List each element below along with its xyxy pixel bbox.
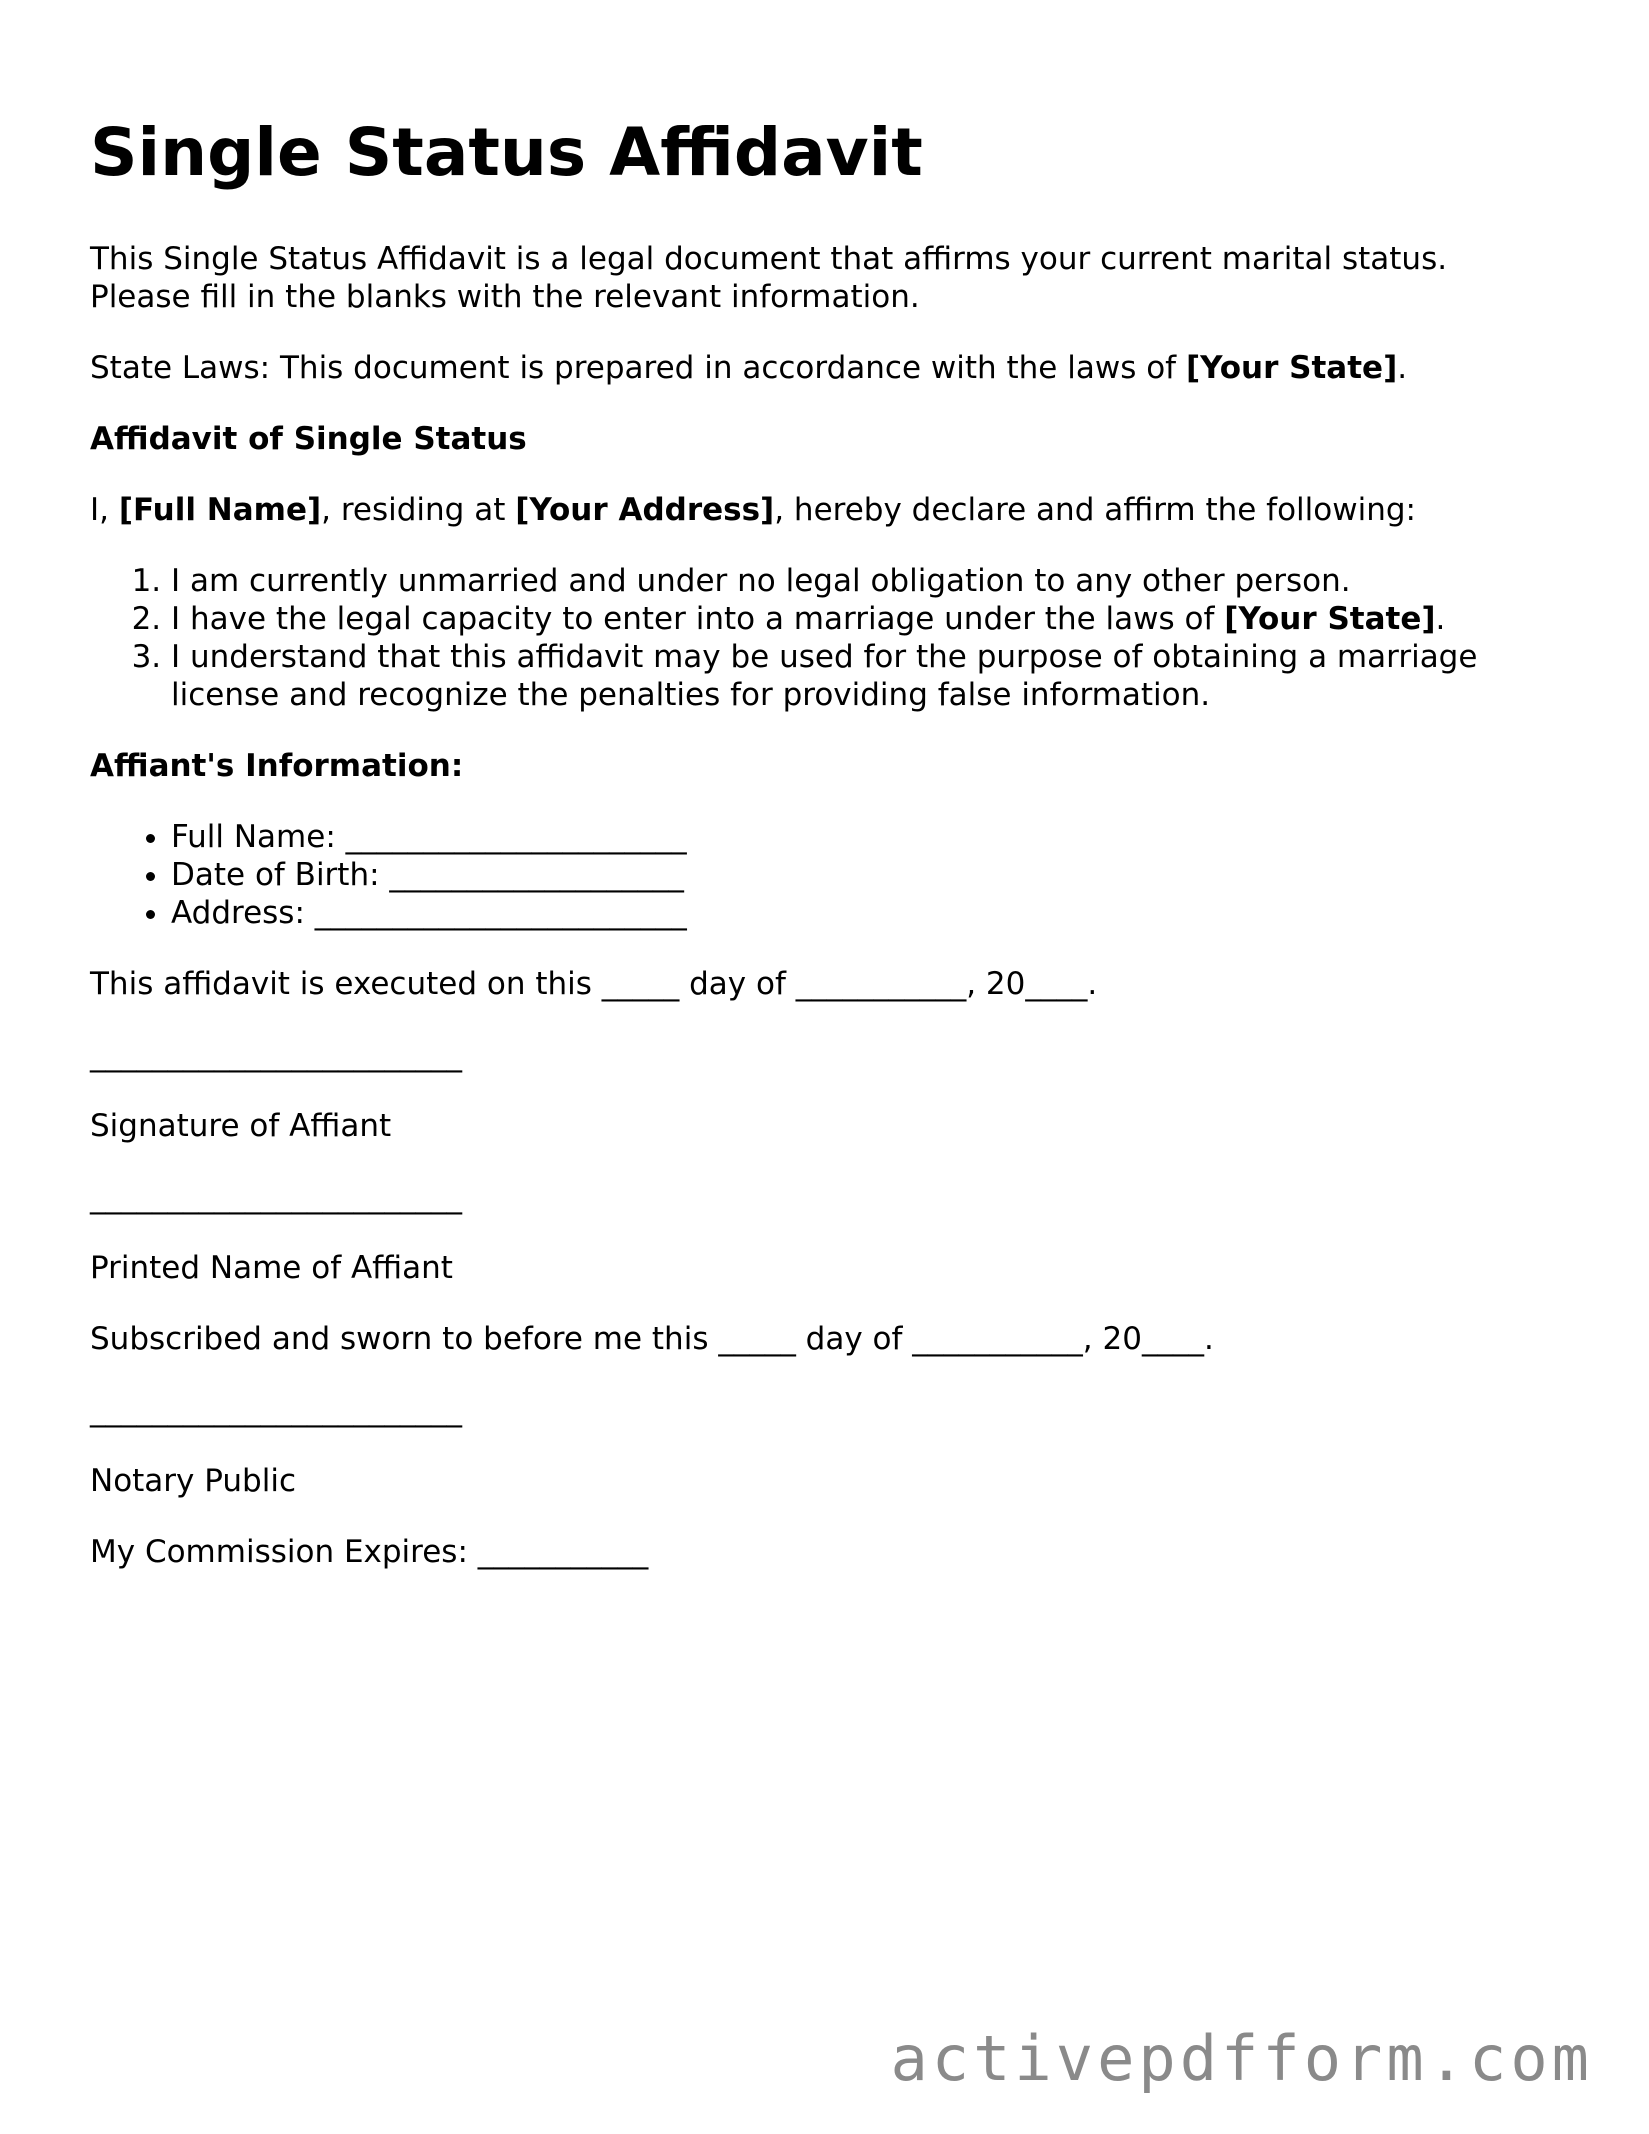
- affiant-fields-list: [90, 818, 1550, 932]
- watermark-logo: activepdfform.com: [890, 2022, 1593, 2095]
- signature-line[interactable]: ________________________: [90, 1037, 462, 1073]
- printed-name-line[interactable]: ________________________: [90, 1179, 462, 1215]
- declaration-part-1: I,: [90, 492, 119, 528]
- document-title: Single Status Affidavit: [90, 114, 923, 191]
- commission-expires-line[interactable]: My Commission Expires: ___________: [90, 1534, 649, 1570]
- statement-item: 1. I am currently unmarried and under no legal obligation to any other person.: [171, 562, 1550, 600]
- affiant-dob-field[interactable]: • Date of Birth: ___________________: [171, 856, 1550, 894]
- state-laws-suffix: .: [1397, 350, 1408, 386]
- statement-2-state: [Your State]: [1224, 601, 1436, 637]
- state-placeholder: [Your State]: [1185, 350, 1398, 386]
- statement-item: 3. I understand that this affidavit may be used for the purpose of obtaining a marriage license and recognize the penalties for providing false information.: [171, 638, 1550, 714]
- affiant-address-field[interactable]: • Address: ________________________: [171, 894, 1550, 932]
- state-laws-paragraph: [90, 349, 1550, 387]
- printed-name-label: Printed Name of Affiant: [90, 1250, 453, 1286]
- statement-2-suffix: .: [1435, 601, 1446, 637]
- document-page: [90, 108, 1550, 1604]
- affiant-full-name-field[interactable]: • Full Name: ______________________: [171, 818, 1550, 856]
- executed-date-line[interactable]: This affidavit is executed on this _____ day of ___________, 20____.: [90, 966, 1098, 1002]
- statement-item: [171, 600, 1550, 638]
- state-laws-prefix: State Laws: This document is prepared in accordance with the laws of: [90, 350, 1186, 386]
- statements-list: [90, 562, 1550, 714]
- declaration-part-3: , hereby declare and affirm the following:: [774, 492, 1416, 528]
- statement-2-prefix: I have the legal capacity to enter into a marriage under the laws of: [171, 601, 1225, 637]
- declaration-part-2: , residing at: [321, 492, 516, 528]
- affidavit-heading: Affidavit of Single Status: [90, 421, 527, 457]
- declaration-paragraph: [90, 491, 1550, 529]
- full-name-placeholder: [Full Name]: [118, 492, 322, 528]
- affiant-heading: Affiant's Information:: [90, 748, 464, 784]
- sworn-date-line[interactable]: Subscribed and sworn to before me this _____ day of ___________, 20____.: [90, 1321, 1214, 1357]
- notary-label: Notary Public: [90, 1463, 296, 1499]
- signature-label: Signature of Affiant: [90, 1108, 392, 1144]
- intro-paragraph: This Single Status Affidavit is a legal document that affirms your current marital status. Please fill in the blanks with the relevant information.: [90, 241, 1448, 315]
- notary-signature-line[interactable]: ________________________: [90, 1392, 462, 1428]
- address-placeholder: [Your Address]: [515, 492, 775, 528]
